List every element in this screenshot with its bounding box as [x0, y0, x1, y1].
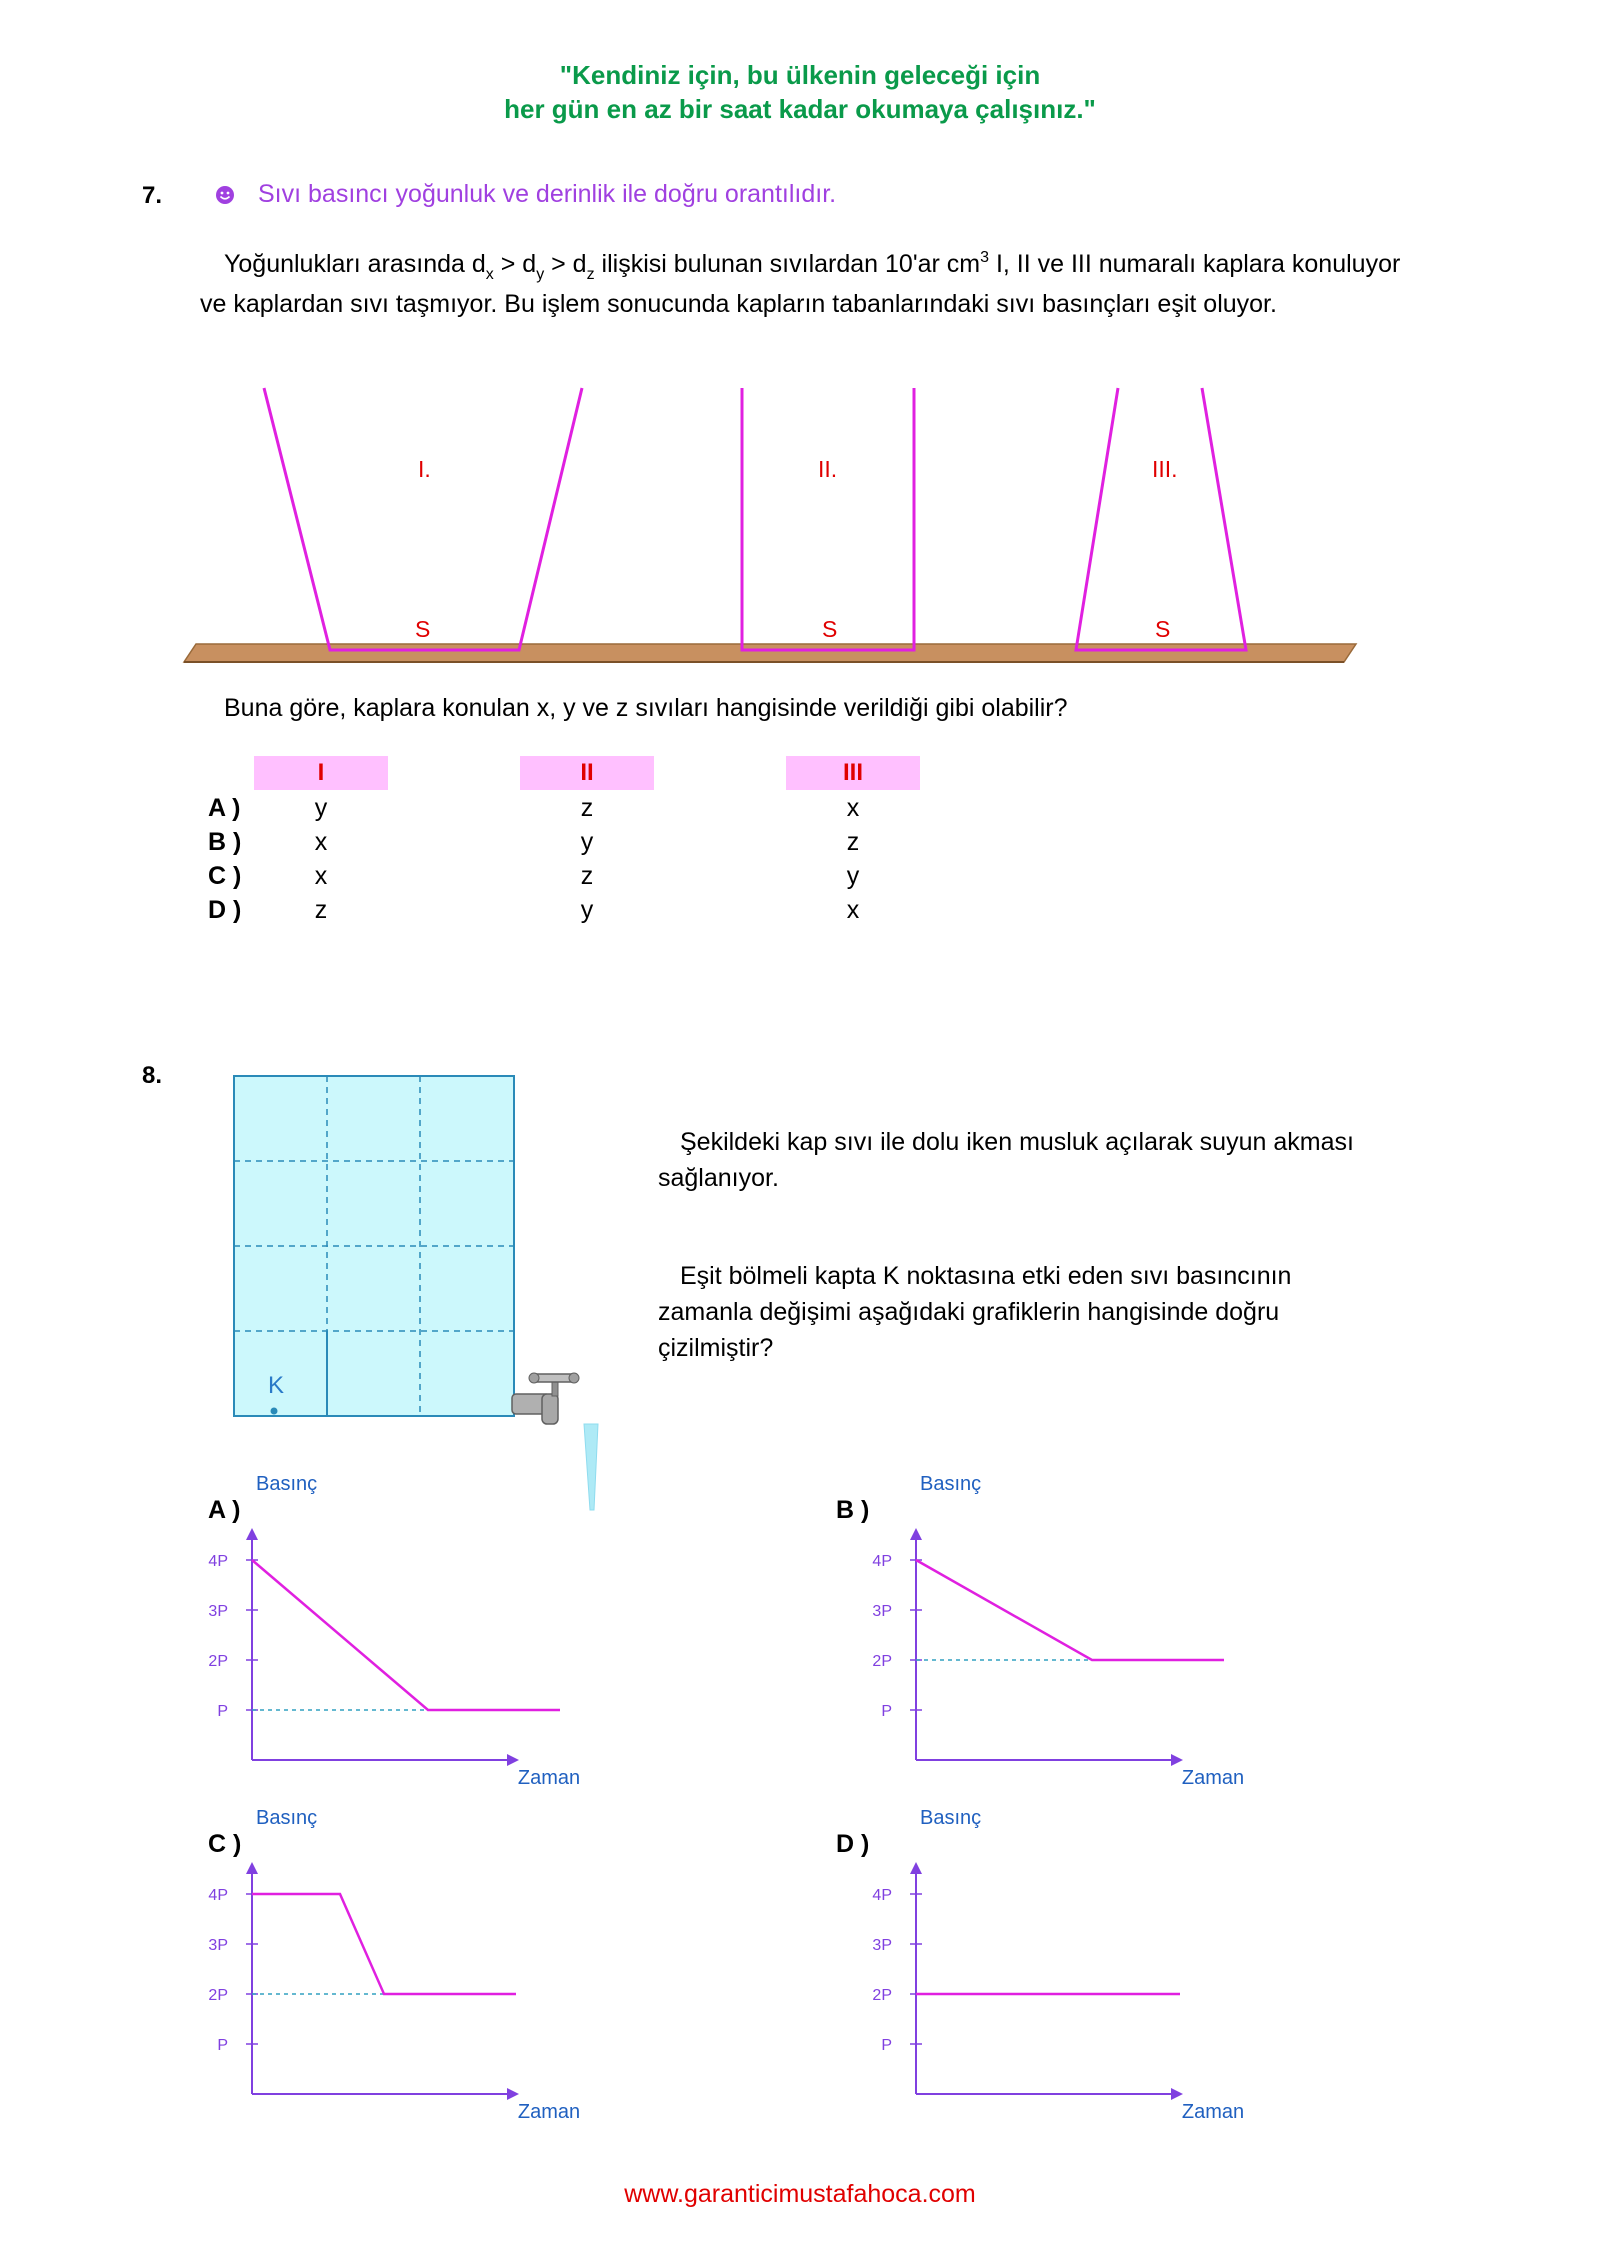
- option-d-col-2: y: [580, 896, 594, 924]
- option-a-col-1: y: [314, 794, 328, 822]
- stem-part: I, II ve III numaralı kaplara konuluyor ve kaplardan sıvı taşmıyor. Bu işlem sonucunda kapların tabanlarındaki sıvı basınçları eşit oluyor.: [200, 250, 1401, 318]
- graph-a-y-arrow: [246, 1528, 258, 1540]
- graph-d-xlabel: Zaman: [1181, 2101, 1245, 2123]
- option-a-label[interactable]: A ): [208, 794, 241, 822]
- question-8-number: 8.: [142, 1062, 163, 1089]
- option-c-col-2: z: [580, 862, 594, 890]
- graph-d-label[interactable]: D ): [836, 1830, 870, 1858]
- graph-a-tick-label: 4P: [208, 1553, 228, 1570]
- graph-a-label[interactable]: A ): [208, 1496, 241, 1524]
- graph-d-x-arrow: [1171, 2088, 1183, 2100]
- motto-line-2: her gün en az bir saat kadar okumaya çalışınız.": [504, 94, 1096, 124]
- graph-b-pressure-line: [916, 1560, 1224, 1660]
- stem-part: Yoğunlukları arasında d: [224, 250, 486, 278]
- graph-b-tick-label: 2P: [872, 1653, 892, 1670]
- stem-part: ilişkisi bulunan sıvılardan 10'ar cm: [594, 250, 981, 278]
- graph-d-ylabel: Basınç: [920, 1807, 982, 1829]
- stem-part: > d: [493, 250, 537, 278]
- graph-d-tick-label: 2P: [872, 1987, 892, 2004]
- graph-c-tick-label: 4P: [208, 1887, 228, 1904]
- graph-c-y-arrow: [246, 1862, 258, 1874]
- column-header-3: III: [786, 756, 920, 790]
- container-1-label: I.: [418, 456, 431, 482]
- graph-a-tick-label: 2P: [208, 1653, 228, 1670]
- footer-url[interactable]: www.garanticimustafahoca.com: [624, 2180, 976, 2208]
- container-3-base-label: S: [1155, 616, 1171, 642]
- hint-text: Sıvı basıncı yoğunluk ve derinlik ile doğru orantılıdır.: [258, 180, 837, 208]
- container-2-base-label: S: [822, 616, 838, 642]
- option-a-col-3: x: [846, 794, 860, 822]
- option-c-col-1: x: [314, 862, 328, 890]
- graph-c-tick-label: 3P: [208, 1937, 228, 1954]
- graph-c-x-arrow: [507, 2088, 519, 2100]
- graph-b-xlabel: Zaman: [1181, 1767, 1245, 1789]
- graph-d-tick-label: 3P: [872, 1937, 892, 1954]
- graph-a-tick-label: P: [217, 1703, 228, 1720]
- stem-part: > d: [544, 250, 587, 278]
- graph-c-pressure-line: [252, 1894, 516, 1994]
- graph-b-ylabel: Basınç: [920, 1473, 982, 1495]
- graph-a-tick-label: 3P: [208, 1603, 228, 1620]
- graph-d-tick-label: P: [881, 2037, 892, 2054]
- container-1-base-label: S: [415, 616, 431, 642]
- motto-line-1: "Kendiniz için, bu ülkenin geleceği için: [559, 60, 1041, 90]
- option-c-label[interactable]: C ): [208, 862, 242, 890]
- container-2-label: II.: [818, 456, 838, 482]
- container-3-label: III.: [1152, 456, 1178, 482]
- graph-a-x-arrow: [507, 1754, 519, 1766]
- option-b-label[interactable]: B ): [208, 828, 242, 856]
- option-b-col-1: x: [314, 828, 328, 856]
- subscript-z: z: [586, 266, 595, 283]
- subscript-y: y: [536, 266, 545, 283]
- column-header-2: II: [520, 756, 654, 790]
- graph-d-y-arrow: [910, 1862, 922, 1874]
- graph-c-label[interactable]: C ): [208, 1830, 242, 1858]
- option-d-label[interactable]: D ): [208, 896, 242, 924]
- graph-c-tick-label: P: [217, 2037, 228, 2054]
- column-header-1: I: [254, 756, 388, 790]
- superscript-3: 3: [980, 249, 989, 266]
- option-a-col-2: z: [580, 794, 594, 822]
- question-7-prompt: Buna göre, kaplara konulan x, y ve z sıvıları hangisinde verildiği gibi olabilir?: [224, 694, 1068, 722]
- graph-c-ylabel: Basınç: [256, 1807, 318, 1829]
- graph-d-tick-label: 4P: [872, 1887, 892, 1904]
- question-7-number: 7.: [142, 182, 163, 209]
- graph-a-pressure-line: [252, 1560, 560, 1710]
- option-d-col-1: z: [314, 896, 328, 924]
- graph-b-label[interactable]: B ): [836, 1496, 870, 1524]
- option-c-col-3: y: [846, 862, 860, 890]
- graph-b-tick-label: 3P: [872, 1603, 892, 1620]
- option-b-col-3: z: [846, 828, 860, 856]
- graph-b-tick-label: P: [881, 1703, 892, 1720]
- question-8-text-2: Eşit bölmeli kapta K noktasına etki eden sıvı basıncının zamanla değişimi aşağıdaki grafiklerin hangisinde doğru çizilmiştir?: [658, 1262, 1292, 1362]
- graph-b-tick-label: 4P: [872, 1553, 892, 1570]
- graph-c-tick-label: 2P: [208, 1987, 228, 2004]
- graph-a-ylabel: Basınç: [256, 1473, 318, 1495]
- subscript-x: x: [485, 266, 494, 283]
- option-d-col-3: x: [846, 896, 860, 924]
- question-8-text-1: Şekildeki kap sıvı ile dolu iken musluk açılarak suyun akması sağlanıyor.: [658, 1128, 1354, 1192]
- graph-a-xlabel: Zaman: [517, 1767, 581, 1789]
- option-b-col-2: y: [580, 828, 594, 856]
- graph-b-y-arrow: [910, 1528, 922, 1540]
- graph-b-x-arrow: [1171, 1754, 1183, 1766]
- graph-c-xlabel: Zaman: [517, 2101, 581, 2123]
- point-k-label: K: [268, 1372, 285, 1399]
